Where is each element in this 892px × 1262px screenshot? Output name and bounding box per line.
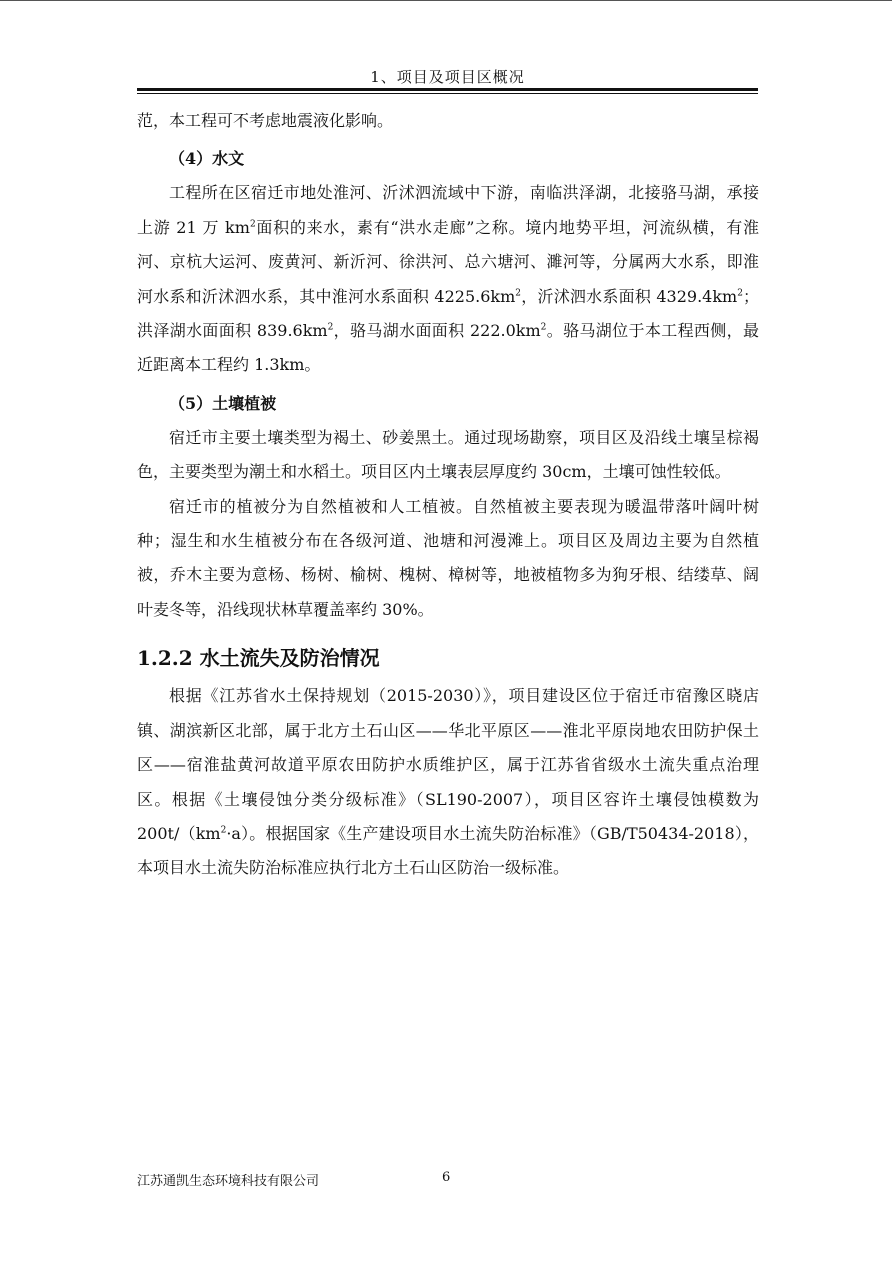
page-body — [137, 104, 759, 886]
superscript: 2 — [540, 322, 547, 333]
hydrology-text-2: 面积的来水，素有“洪水走廊”之称。境内地势平坦，河流纵横，有淮河、京杭大运河、废黄河、新沂河、徐洪河、总六塘河、濉河等，分属两大水系，即淮河水系和沂沭泗水系，其中淮河水系面积 4225.6km — [137, 217, 759, 306]
superscript: 2 — [220, 825, 227, 836]
superscript: 2 — [515, 288, 522, 299]
hydrology-paragraph — [137, 176, 759, 382]
hydrology-text-4: ；洪泽湖水面面积 839.6km — [137, 286, 759, 341]
section-heading: 1.2.2 水土流失及防治情况 — [137, 646, 380, 671]
header-rule-thin — [137, 93, 758, 94]
top-border-line — [0, 0, 892, 1]
erosion-text-1: 根据《江苏省水土保持规划（2015-2030）》，项目建设区位于宿迁市宿豫区晓店镇、湖滨新区北部，属于北方土石山区——华北平原区——淮北平原岗地农田防护保土区——宿淮盐黄河故道平原农田防护水质维护区，属于江苏省省级水土流失重点治理区。根据《土壤侵蚀分类分级标准》（SL190-2007），项目区容许土壤侵蚀模数为 200t/（km — [137, 686, 759, 843]
hydrology-heading: （4）水文 — [169, 149, 245, 169]
soil-paragraph: 宿迁市主要土壤类型为褐土、砂姜黑土。通过现场勘察，项目区及沿线土壤呈棕褐色，主要类型为潮土和水稻土。项目区内土壤表层厚度约 30cm，土壤可蚀性较低。 — [137, 427, 759, 482]
superscript: 2 — [327, 322, 334, 333]
page-number: 6 — [442, 1170, 451, 1185]
footer-company: 江苏通凯生态环境科技有限公司 — [137, 1174, 320, 1189]
soil-heading: （5）土壤植被 — [169, 393, 277, 413]
continued-paragraph: 范，本工程可不考虑地震液化影响。 — [137, 111, 394, 130]
header-rule-thick — [137, 88, 758, 91]
erosion-text-2: ·a）。根据国家《生产建设项目水土流失防治标准》（GB/T50434-2018），本项目水土流失防治标准应执行北方土石山区防治一级标准。 — [137, 823, 759, 878]
superscript: 2 — [737, 288, 743, 299]
superscript: 2 — [249, 219, 256, 230]
hydrology-text-5: ，骆马湖水面面积 222.0km — [333, 321, 541, 341]
hydrology-text-6: 。骆马湖位于本工程西侧，最近距离本工程约 1.3km。 — [137, 321, 759, 375]
vegetation-paragraph: 宿迁市的植被分为自然植被和人工植被。自然植被主要表现为暖温带落叶阔叶树种；湿生和水生植被分布在各级河道、池塘和河漫滩上。项目区及周边主要为自然植被，乔木主要为意杨、杨树、榆树、槐树、樟树等，地被植物多为狗牙根、结缕草、阔叶麦冬等，沿线现状林草覆盖率约 30%。 — [137, 496, 759, 619]
erosion-paragraph — [137, 679, 759, 885]
hydrology-text-1: 工程所在区宿迁市地处淮河、沂沭泗流域中下游，南临洪泽湖，北接骆马湖，承接上游 21 万 km — [137, 183, 759, 237]
hydrology-text-3: ，沂沭泗水系面积 4329.4km — [521, 286, 738, 306]
running-header: 1、项目及项目区概况 — [370, 68, 525, 86]
